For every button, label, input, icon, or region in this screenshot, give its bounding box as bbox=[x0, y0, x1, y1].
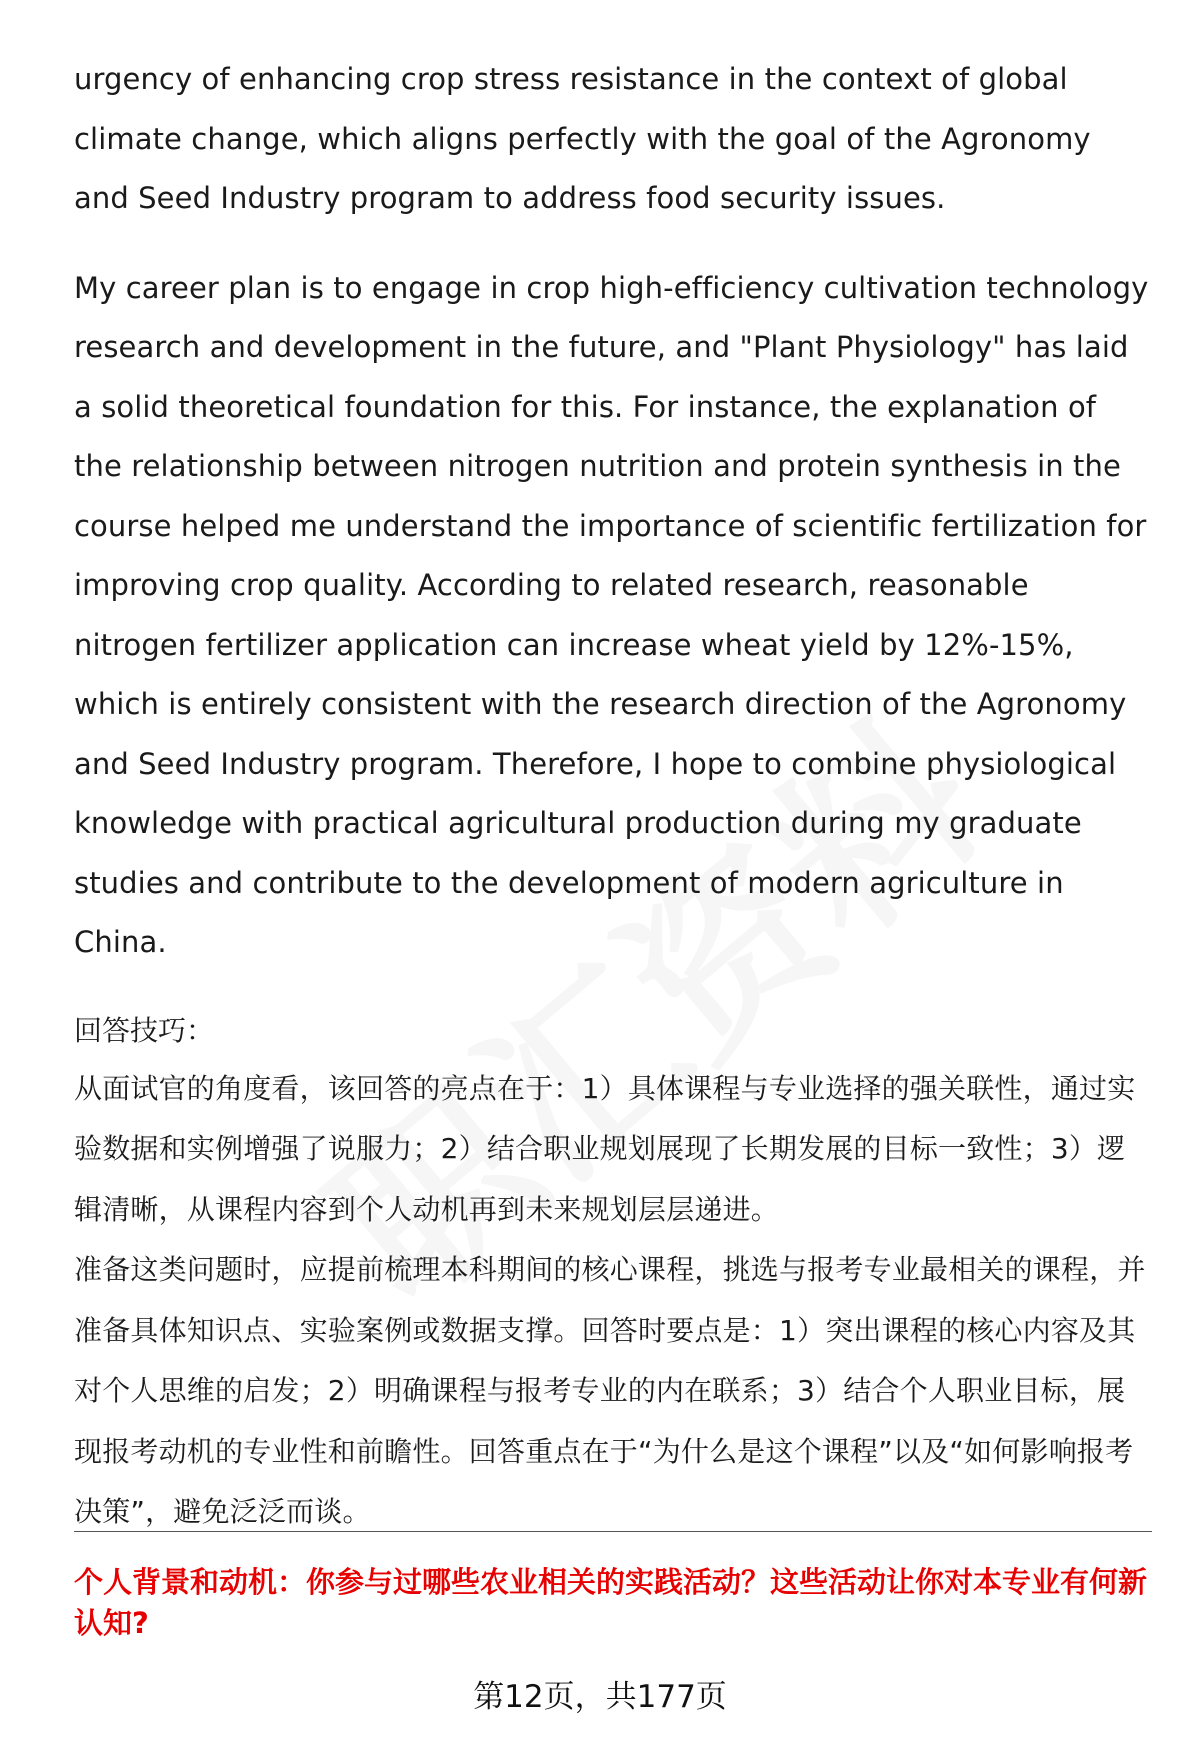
page-number: 第12页，共177页 bbox=[473, 1679, 727, 1715]
paragraph-en-2: My career plan is to engage in crop high-efficiency cultivation technology research and development in the future, and "Plant Physiology" has laid a solid theoretical foundation for this. For instance, the explanation of the relationship between nitrogen nutrition and protein synthesis in the course helped me understand the importance of scientific fertilization for improving crop quality. According to related research, reasonable nitrogen fertilizer application can increase wheat yield by 12%-15%, which is entirely consistent with the research direction of the Agronomy and Seed Industry program. Therefore, I hope to combine physiological knowledge with practical agricultural production during my graduate studies and contribute to the development of modern agriculture in China. bbox=[74, 270, 1149, 959]
tips-paragraph-2: 准备这类问题时，应提前梳理本科期间的核心课程，挑选与报考专业最相关的课程，并准备具体知识点、实验案例或数据支撑。回答时要点是：1）突出课程的核心内容及其对个人思维的启发；2）明确课程与报考专业的内在联系；3）结合个人职业目标，展现报考动机的专业性和前瞻性。回答重点在于“为什么是这个课程”以及“如何影响报考决策”，避免泛泛而谈。 bbox=[74, 1253, 1146, 1528]
tips-heading: 回答技巧： bbox=[74, 1013, 215, 1047]
next-question-heading: 个人背景和动机：你参与过哪些农业相关的实践活动？这些活动让你对本专业有何新认知? bbox=[74, 1565, 1148, 1640]
section-divider bbox=[74, 1531, 1152, 1532]
document-body bbox=[74, 50, 1152, 1543]
paragraph-en-1: urgency of enhancing crop stress resistance in the context of global climate change, which aligns perfectly with the goal of the Agronomy and Seed Industry program to address food security issues. bbox=[74, 62, 1091, 215]
tips-paragraph-1: 从面试官的角度看，该回答的亮点在于：1）具体课程与专业选择的强关联性，通过实验数据和实例增强了说服力；2）结合职业规划展现了长期发展的目标一致性；3）逻辑清晰，从课程内容到个人动机再到未来规划层层递进。 bbox=[74, 1071, 1136, 1226]
